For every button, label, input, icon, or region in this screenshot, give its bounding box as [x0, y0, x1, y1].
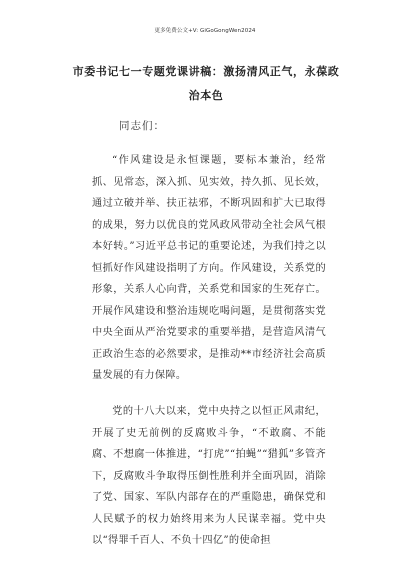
body-paragraph-2	[92, 401, 326, 552]
document-title: 市委书记七一专题党课讲稿：激扬清风正气，永葆政治本色	[72, 65, 340, 102]
paragraph-text: 党的十八大以来，党中央持之以恒正风肃纪，开展了史无前例的反腐败斗争，“不敢腐、不能腐、不想腐一体推进，“打虎”“拍蝇”“猎狐”多管齐下，反腐败斗争取得压倒性胜利并全面巩固，消除了党、国家、军队内部存在的严重隐患，确保党和人民赋予的权力始终用来为人民谋幸福。党中央以“得罪千百人、不负十四亿”的使命担	[92, 406, 326, 546]
paragraph-text: “作风建设是永恒课题，要标本兼治，经常抓、见常态，深入抓、见实效，持久抓、见长效，通过立破并举、扶正祛邪，不断巩固和扩大已取得的成果，努力以优良的党风政风带动全社会风气根本好转。”习近平总书记的重要论述，为我们持之以恒抓好作风建设指明了方向。作风建设，关系党的形象，关系人心向背，关系党和国家的生死存亡。开展作风建设和整治违规吃喝问题，是贯彻落实党中央全面从严治党要求的重要举措，是营造风清气正政治生态的必然要求，是推动**市经济社会高质量发展的有力保障。	[92, 155, 326, 381]
body-paragraph-1	[92, 150, 326, 387]
header-note: 更多免费公文+V: GiGoGongWen2024	[154, 28, 256, 34]
salutation: 同志们：	[119, 120, 165, 132]
